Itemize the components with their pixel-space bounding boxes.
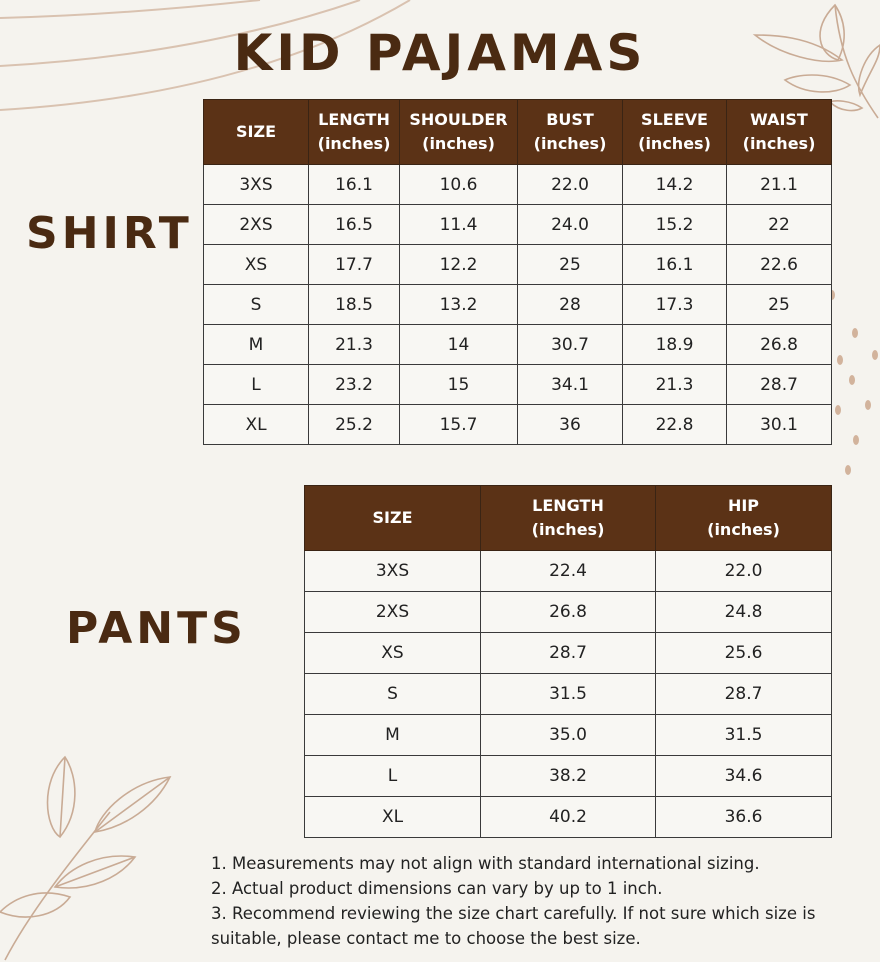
- cell-length: 38.2: [481, 756, 656, 797]
- cell-size: M: [204, 325, 309, 365]
- cell-bust: 30.7: [518, 325, 623, 365]
- table-row: [204, 205, 832, 245]
- pants-section-label: PANTS: [66, 603, 247, 654]
- cell-size: XL: [204, 405, 309, 445]
- cell-bust: 36: [518, 405, 623, 445]
- header-length: LENGTH (inches): [481, 486, 656, 551]
- cell-sleeve: 18.9: [623, 325, 727, 365]
- header-length: LENGTH (inches): [309, 100, 400, 165]
- header-shoulder: SHOULDER (inches): [400, 100, 518, 165]
- cell-size: S: [204, 285, 309, 325]
- cell-sleeve: 16.1: [623, 245, 727, 285]
- table-header-row: [204, 100, 832, 165]
- cell-size: XS: [204, 245, 309, 285]
- table-row: [305, 592, 832, 633]
- header-waist: WAIST (inches): [727, 100, 832, 165]
- table-row: [305, 715, 832, 756]
- note-item: 3. Recommend reviewing the size chart carefully. If not sure which size is suitable, please contact me to choose the best size.: [211, 904, 816, 948]
- cell-waist: 21.1: [727, 165, 832, 205]
- cell-length: 40.2: [481, 797, 656, 838]
- cell-hip: 28.7: [656, 674, 832, 715]
- cell-length: 25.2: [309, 405, 400, 445]
- cell-hip: 22.0: [656, 551, 832, 592]
- page-title: KID PAJAMAS: [233, 24, 647, 82]
- cell-sleeve: 21.3: [623, 365, 727, 405]
- cell-size: 3XS: [305, 551, 481, 592]
- cell-length: 21.3: [309, 325, 400, 365]
- cell-waist: 22.6: [727, 245, 832, 285]
- pants-size-table: [304, 485, 832, 838]
- cell-shoulder: 15.7: [400, 405, 518, 445]
- cell-length: 16.5: [309, 205, 400, 245]
- cell-size: 3XS: [204, 165, 309, 205]
- table-row: [305, 674, 832, 715]
- header-bust: BUST (inches): [518, 100, 623, 165]
- table-row: [305, 756, 832, 797]
- table-row: [204, 365, 832, 405]
- cell-size: L: [204, 365, 309, 405]
- cell-bust: 24.0: [518, 205, 623, 245]
- cell-waist: 26.8: [727, 325, 832, 365]
- cell-sleeve: 22.8: [623, 405, 727, 445]
- table-row: [204, 165, 832, 205]
- cell-hip: 34.6: [656, 756, 832, 797]
- cell-size: 2XS: [204, 205, 309, 245]
- table-row: [305, 633, 832, 674]
- table-row: [305, 551, 832, 592]
- cell-size: 2XS: [305, 592, 481, 633]
- cell-waist: 30.1: [727, 405, 832, 445]
- cell-bust: 34.1: [518, 365, 623, 405]
- cell-length: 26.8: [481, 592, 656, 633]
- cell-waist: 28.7: [727, 365, 832, 405]
- cell-size: L: [305, 756, 481, 797]
- cell-bust: 22.0: [518, 165, 623, 205]
- cell-shoulder: 12.2: [400, 245, 518, 285]
- table-row: [204, 285, 832, 325]
- header-size: SIZE: [305, 486, 481, 551]
- cell-length: 18.5: [309, 285, 400, 325]
- cell-length: 23.2: [309, 365, 400, 405]
- cell-length: 17.7: [309, 245, 400, 285]
- shirt-size-table: [203, 99, 832, 445]
- note-item: 2. Actual product dimensions can vary by up to 1 inch.: [211, 879, 663, 898]
- cell-length: 22.4: [481, 551, 656, 592]
- cell-length: 31.5: [481, 674, 656, 715]
- cell-hip: 36.6: [656, 797, 832, 838]
- cell-bust: 28: [518, 285, 623, 325]
- cell-sleeve: 17.3: [623, 285, 727, 325]
- cell-shoulder: 15: [400, 365, 518, 405]
- cell-size: M: [305, 715, 481, 756]
- cell-length: 35.0: [481, 715, 656, 756]
- cell-hip: 25.6: [656, 633, 832, 674]
- cell-hip: 24.8: [656, 592, 832, 633]
- header-sleeve: SLEEVE (inches): [623, 100, 727, 165]
- cell-shoulder: 13.2: [400, 285, 518, 325]
- cell-size: XS: [305, 633, 481, 674]
- shirt-section-label: SHIRT: [26, 208, 193, 259]
- leaf-branch-icon: [0, 752, 180, 962]
- table-row: [204, 405, 832, 445]
- table-row: [204, 245, 832, 285]
- table-row: [305, 797, 832, 838]
- cell-sleeve: 14.2: [623, 165, 727, 205]
- cell-hip: 31.5: [656, 715, 832, 756]
- table-row: [204, 325, 832, 365]
- cell-size: XL: [305, 797, 481, 838]
- header-hip: HIP (inches): [656, 486, 832, 551]
- cell-shoulder: 14: [400, 325, 518, 365]
- table-header-row: [305, 486, 832, 551]
- notes-list: [211, 851, 851, 951]
- cell-bust: 25: [518, 245, 623, 285]
- cell-shoulder: 11.4: [400, 205, 518, 245]
- cell-waist: 25: [727, 285, 832, 325]
- header-size: SIZE: [204, 100, 309, 165]
- cell-sleeve: 15.2: [623, 205, 727, 245]
- cell-shoulder: 10.6: [400, 165, 518, 205]
- cell-size: S: [305, 674, 481, 715]
- cell-length: 16.1: [309, 165, 400, 205]
- cell-waist: 22: [727, 205, 832, 245]
- cell-length: 28.7: [481, 633, 656, 674]
- note-item: 1. Measurements may not align with standard international sizing.: [211, 854, 760, 873]
